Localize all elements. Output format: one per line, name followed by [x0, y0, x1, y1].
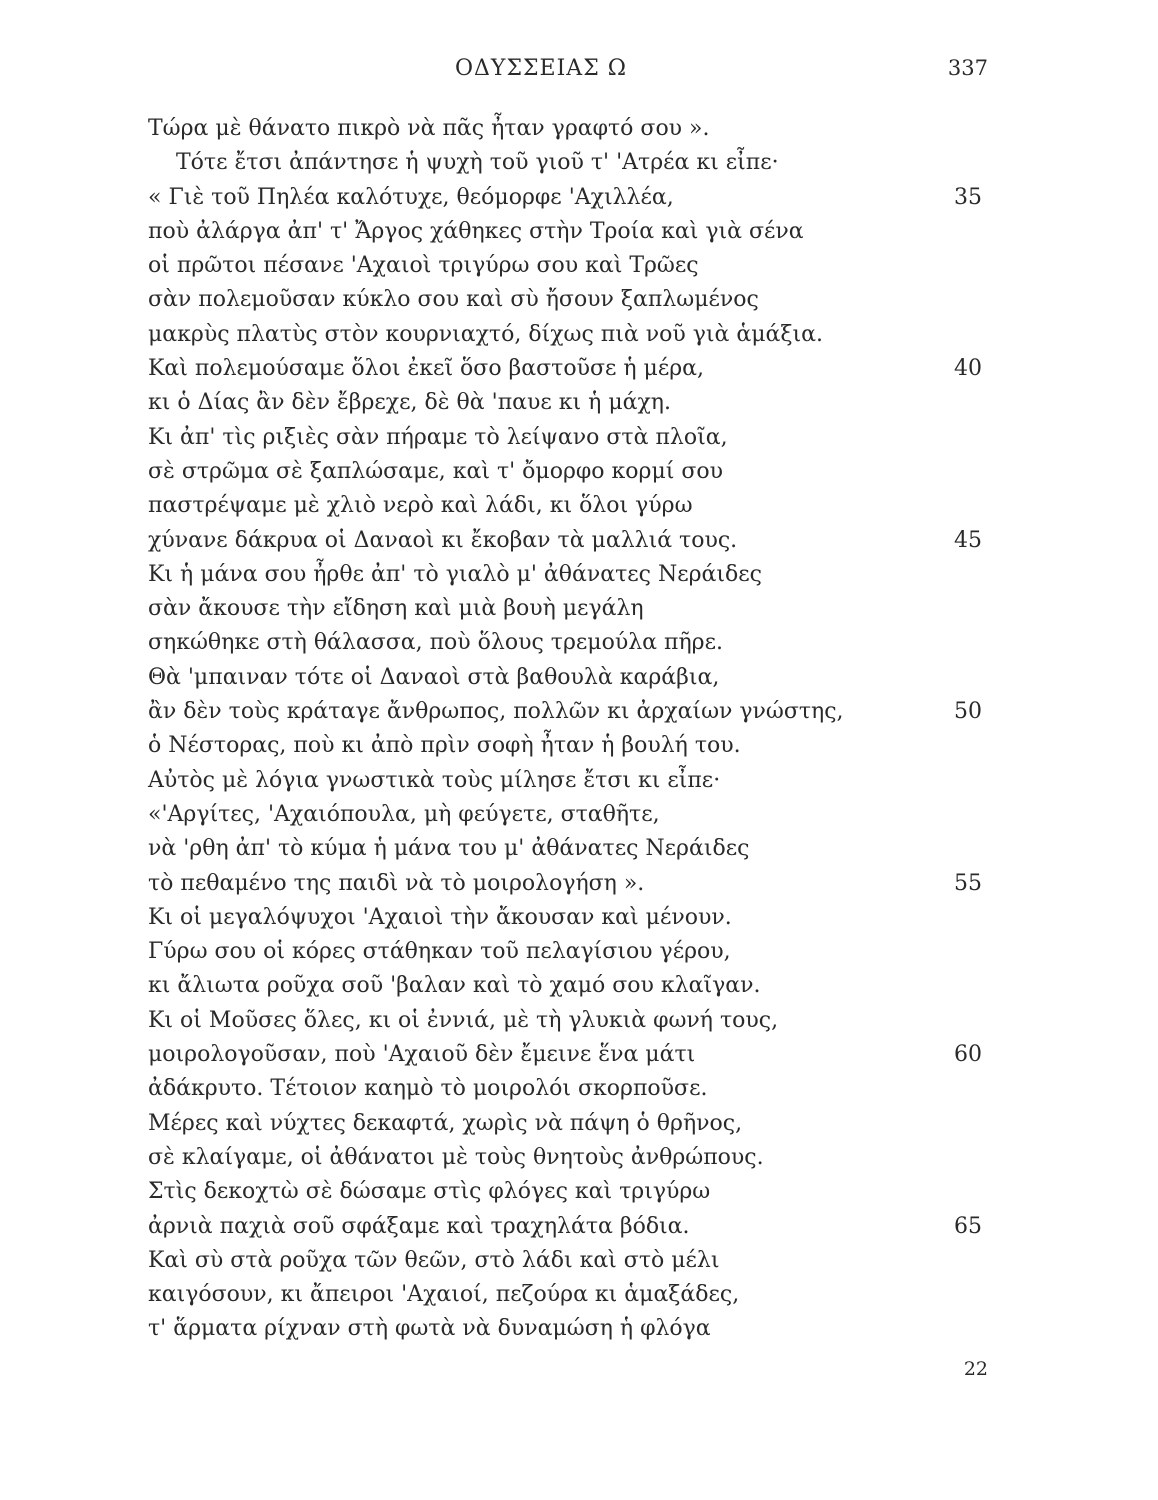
poem-line [148, 867, 998, 901]
running-header-title: ΟΔΥΣΣΕΙΑΣ Ω [455, 56, 627, 81]
poem-line-text: σὲ στρῶμα σὲ ξαπλώσαμε, καὶ τ' ὄμορφο κορμί σου [148, 458, 723, 484]
poem-line [148, 1004, 998, 1038]
poem-line-text: νὰ 'ρθη ἀπ' τὸ κύμα ἡ μάνα του μ' ἀθάνατες Νεράιδες [148, 836, 750, 862]
poem-line [148, 935, 998, 969]
poem-line [148, 1244, 998, 1278]
poem-line [148, 1038, 998, 1072]
poem-line [148, 283, 998, 317]
poem-line-text: Κι οἱ μεγαλόψυχοι 'Αχαιοὶ τὴν ἄκουσαν καὶ μένουν. [148, 904, 732, 930]
poem-line [148, 1141, 998, 1175]
poem-line-text: τὸ πεθαμένο της παιδὶ νὰ τὸ μοιρολογήση ». [148, 870, 645, 896]
poem-line [148, 901, 998, 935]
poem-line-text: κι ἄλιωτα ροῦχα σοῦ 'βαλαν καὶ τὸ χαμό σου κλαῖγαν. [148, 973, 761, 999]
poem-line [148, 524, 998, 558]
poem-line [148, 352, 998, 386]
line-number: 55 [954, 870, 982, 896]
line-number: 45 [954, 527, 982, 553]
poem-line [148, 249, 998, 283]
poem-line-text: Κι ἡ μάνα σου ἦρθε ἀπ' τὸ γιαλὸ μ' ἀθάνατες Νεράιδες [148, 561, 763, 587]
poem-line-text: Τότε ἔτσι ἀπάντησε ἡ ψυχὴ τοῦ γιοῦ τ' 'Ατρέα κι εἶπε· [176, 150, 779, 176]
poem-line [148, 1278, 998, 1312]
poem-line [148, 1210, 998, 1244]
poem-line [148, 558, 998, 592]
poem-line [148, 1072, 998, 1106]
poem-line [148, 421, 998, 455]
page-number: 337 [947, 56, 988, 80]
line-number: 60 [954, 1042, 982, 1068]
poem-line [148, 112, 998, 146]
poem-line-text: «'Αργίτες, 'Αχαιόπουλα, μὴ φεύγετε, σταθῆτε, [148, 801, 660, 827]
poem-line-text: Γύρω σου οἱ κόρες στάθηκαν τοῦ πελαγίσιου γέρου, [148, 939, 731, 965]
poem-line-text: Μέρες καὶ νύχτες δεκαφτά, χωρὶς νὰ πάψη ὁ θρῆνος, [148, 1110, 743, 1136]
poem-line [148, 215, 998, 249]
poem-line-text: σὰν πολεμοῦσαν κύκλο σου καὶ σὺ ἤσουν ξαπλωμένος [148, 287, 759, 313]
signature-mark: 22 [963, 1358, 988, 1380]
poem-line-text: παστρέψαμε μὲ χλιὸ νερὸ καὶ λάδι, κι ὅλοι γύρω [148, 493, 693, 519]
poem-line [148, 832, 998, 866]
poem-line-text: Στὶς δεκοχτὼ σὲ δώσαμε στὶς φλόγες καὶ τριγύρω [148, 1179, 711, 1205]
poem-line-text: Αὐτὸς μὲ λόγια γνωστικὰ τοὺς μίλησε ἔτσι κι εἶπε· [148, 767, 721, 793]
poem-line-text: ὁ Νέστορας, ποὺ κι ἀπὸ πρὶν σοφὴ ἦταν ἡ βουλή του. [148, 733, 741, 759]
poem-line-text: μακρὺς πλατὺς στὸν κουρνιαχτό, δίχως πιὰ νοῦ γιὰ ἁμάξια. [148, 321, 823, 347]
poem-line-text: ποὺ ἀλάργα ἀπ' τ' Ἄργος χάθηκες στὴν Τροία καὶ γιὰ σένα [148, 218, 804, 244]
poem-line-text: Κι οἱ Μοῦσες ὅλες, κι οἱ ἐννιά, μὲ τὴ γλυκιὰ φωνή τους, [148, 1007, 779, 1033]
poem-line-text: οἱ πρῶτοι πέσανε 'Αχαιοὶ τριγύρω σου καὶ Τρῶες [148, 253, 699, 279]
poem-line [148, 1175, 998, 1209]
poem-line-text: τ' ἅρματα ρίχναν στὴ φωτὰ νὰ δυναμώση ἡ φλόγα [148, 1316, 711, 1342]
poem-line-text: κι ὁ Δίας ἂν δὲν ἔβρεχε, δὲ θὰ 'παυε κι ἡ μάχη. [148, 390, 671, 416]
poem-line-text: σηκώθηκε στὴ θάλασσα, ποὺ ὅλους τρεμούλα πῆρε. [148, 630, 723, 656]
poem-line-text: ἂν δὲν τοὺς κράταγε ἄνθρωπος, πολλῶν κι ἀρχαίων γνώστης, [148, 699, 844, 725]
poem-line-text: « Γιὲ τοῦ Πηλέα καλότυχε, θεόμορφε 'Αχιλλέα, [148, 184, 674, 210]
poem-line [148, 661, 998, 695]
poem-line [148, 318, 998, 352]
poem-line [148, 386, 998, 420]
poem-line [148, 969, 998, 1003]
poem-line [148, 455, 998, 489]
line-number: 35 [954, 184, 982, 210]
line-number: 40 [954, 356, 982, 382]
poem-line [148, 592, 998, 626]
poem-line-text: μοιρολογοῦσαν, ποὺ 'Αχαιοῦ δὲν ἔμεινε ἕνα μάτι [148, 1042, 696, 1068]
poem-line-text: Τώρα μὲ θάνατο πικρὸ νὰ πᾶς ἦταν γραφτό σου ». [148, 116, 710, 141]
poem-line-text: Θὰ 'μπαιναν τότε οἱ Δαναοὶ στὰ βαθουλὰ καράβια, [148, 664, 720, 690]
poem-body [148, 112, 998, 1347]
poem-line [148, 798, 998, 832]
line-number: 50 [954, 699, 982, 725]
poem-line [148, 146, 998, 180]
poem-line [148, 489, 998, 523]
poem-line [148, 626, 998, 660]
poem-line-text: σὰν ἄκουσε τὴν εἴδηση καὶ μιὰ βουὴ μεγάλη [148, 596, 644, 622]
poem-line-text: Κι ἀπ' τὶς ριξιὲς σὰν πήραμε τὸ λείψανο στὰ πλοῖα, [148, 424, 728, 450]
poem-line-text: σὲ κλαίγαμε, οἱ ἀθάνατοι μὲ τοὺς θνητοὺς ἀνθρώπους. [148, 1144, 764, 1170]
poem-line-text: καιγόσουν, κι ἄπειροι 'Αχαιοί, πεζούρα κι ἁμαξάδες, [148, 1282, 740, 1308]
poem-line [148, 181, 998, 215]
poem-line [148, 764, 998, 798]
line-number: 65 [954, 1213, 982, 1239]
poem-line [148, 1312, 998, 1346]
poem-line [148, 1107, 998, 1141]
poem-line [148, 729, 998, 763]
poem-line-text: Καὶ σὺ στὰ ροῦχα τῶν θεῶν, στὸ λάδι καὶ στὸ μέλι [148, 1247, 720, 1273]
poem-line-text: ἀδάκρυτο. Τέτοιον καημὸ τὸ μοιρολόι σκορποῦσε. [148, 1076, 708, 1102]
poem-line-text: ἀρνιὰ παχιὰ σοῦ σφάξαμε καὶ τραχηλάτα βόδια. [148, 1213, 690, 1239]
poem-line-text: χύνανε δάκρυα οἱ Δαναοὶ κι ἔκοβαν τὰ μαλλιά τους. [148, 527, 738, 553]
poem-line [148, 695, 998, 729]
poem-line-text: Καὶ πολεμούσαμε ὅλοι ἐκεῖ ὅσο βαστοῦσε ἡ μέρα, [148, 356, 705, 382]
